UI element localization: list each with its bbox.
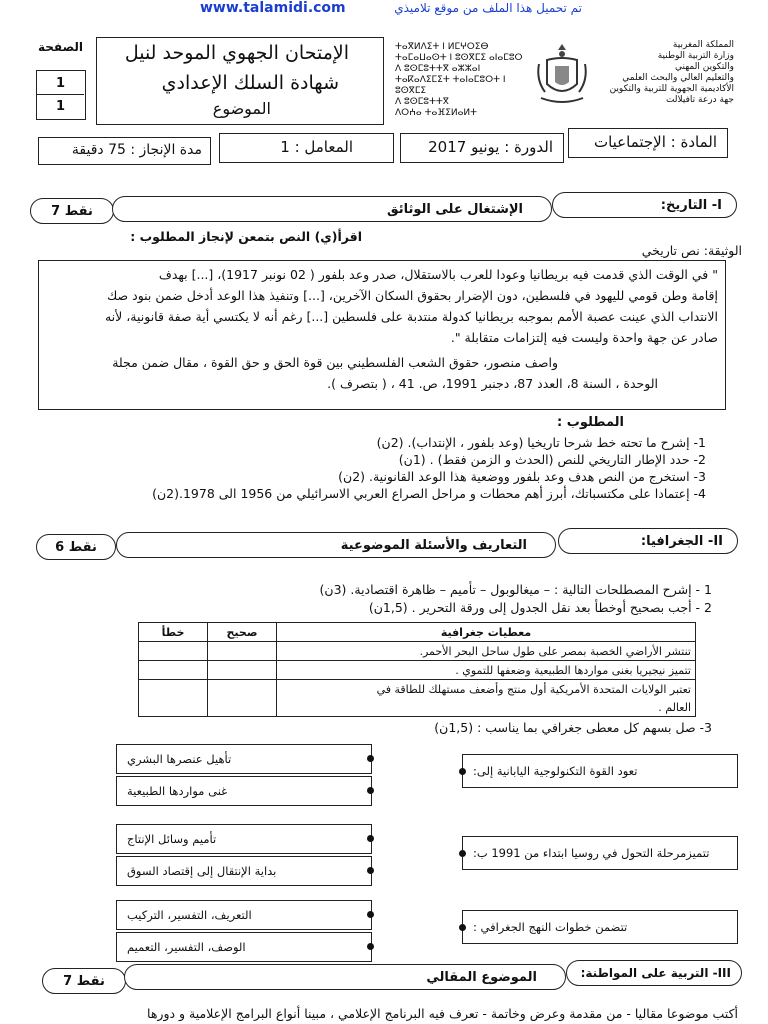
table-cell-false[interactable] (139, 642, 208, 661)
match-dot[interactable] (367, 787, 374, 794)
match-right-box[interactable] (462, 754, 738, 788)
match-right-box[interactable] (462, 836, 738, 870)
match-dot[interactable] (367, 755, 374, 762)
geography-q3: 3- صل بسهم كل معطى جغرافي بما يناسب : (1,5ن) (434, 720, 712, 735)
match-dot[interactable] (367, 943, 374, 950)
session-box (400, 133, 564, 163)
geography-q2: 2 - أجب بصحيح أوخطأ بعد نقل الجدول إلى ورقة التحرير . (1,5ن) (368, 600, 712, 615)
history-questions (110, 434, 706, 502)
match-dot[interactable] (367, 867, 374, 874)
page-number-box (36, 70, 86, 120)
document-line: صادر عن جهة واحدة وليست فيه إلتزامات متقابلة ". (450, 330, 718, 345)
amazigh-ministry-text (395, 42, 525, 119)
coefficient-box (219, 133, 394, 163)
match-left-box[interactable] (116, 824, 372, 854)
website-url[interactable]: www.talamidi.com (200, 0, 346, 16)
history-label-text: I- التاريخ: (660, 197, 722, 213)
history-points-text: 7 نقط (51, 203, 93, 219)
match-left-text: التعريف، التفسير، التركيب (127, 908, 252, 922)
ministry-line: والتكوين المهني (675, 62, 734, 72)
history-question: 4- إعتمادا على مكتسباتك، أبرز أهم محطات و مراحل الصراع العربي الاسرائيلي من 1956 الى 1978.(2ن) (152, 486, 706, 501)
match-dot[interactable] (459, 850, 466, 857)
document-label: الوثيقة: نص تاريخي (641, 243, 742, 258)
table-cell-false[interactable] (139, 680, 208, 717)
table-row (139, 661, 696, 680)
match-dot[interactable] (459, 768, 466, 775)
subject-box (568, 128, 728, 158)
duration-box (38, 137, 211, 165)
amazigh-line: ⴷ ⵓⵙⵎⵓⵜⵜⴳ (395, 97, 449, 107)
citizenship-label (566, 960, 742, 986)
table-row (139, 642, 696, 661)
history-label (552, 192, 737, 218)
citizenship-text: أكتب موضوعا مقاليا - من مقدمة وعرض وخاتمة - تعرف فيه البرنامج الإعلامي ، مبينا أنواع البرامج الإعلامية و دورها (147, 1006, 738, 1021)
history-question: 3- استخرج من النص هدف وعد بلفور ووضعية هذا الوعد القانونية. (2ن) (338, 469, 706, 484)
citizenship-title-text: الموضوع المقالي (426, 969, 537, 985)
ministry-line: والتعليم العالي والبحث العلمي (622, 73, 734, 83)
citizenship-title (124, 964, 566, 990)
true-false-table (138, 622, 696, 717)
match-left-text: الوصف، التفسير، التعميم (127, 940, 246, 954)
match-left-box[interactable] (116, 856, 372, 886)
geography-title (116, 532, 556, 558)
table-cell-statement: تتميز نيجيريا بغنى مواردها الطبيعية وضعفها للتموي . (277, 661, 696, 680)
exam-title-box (96, 37, 384, 125)
table-cell-true[interactable] (208, 680, 277, 717)
match-right-box[interactable] (462, 910, 738, 944)
table-header-false: خطأ (139, 623, 208, 642)
exam-title-line-3: الموضوع (212, 99, 271, 118)
ministry-line: وزارة التربية الوطنية (657, 51, 734, 61)
table-row (139, 680, 696, 699)
document-source-line: واصف منصور، حقوق الشعب الفلسطيني بين قوة الحق و حق القوة ، مقال ضمن مجلة (112, 355, 558, 370)
amazigh-line: ⴷⵔⵄⴰ ⵜⴰⴼⵉⵍⴰⵍⵜ (395, 108, 478, 118)
ministry-line: المملكة المغربية (672, 40, 734, 50)
table-header-data: معطيات جغرافية (277, 623, 696, 642)
table-cell-true[interactable] (208, 642, 277, 661)
document-line: إقامة وطن قومي لليهود في فلسطين، دون الإضرار بحقوق السكان الآخرين، [...] وتنفيذ هذا الوعد أدخل ضمن بنود صك (107, 288, 718, 303)
match-right-text: تتضمن خطوات النهج الجغرافي : (473, 920, 628, 934)
match-dot[interactable] (367, 835, 374, 842)
geography-label (558, 528, 738, 554)
citizenship-points (42, 968, 126, 994)
match-right-text: تتميزمرحلة التحول في روسيا ابتداء من 1991 ب: (473, 846, 710, 860)
exam-title-line-1: الإمتحان الجهوي الموحد لنيل (124, 42, 349, 64)
citizenship-points-text: 7 نقط (63, 973, 105, 989)
exam-title-line-2: شهادة السلك الإعدادي (161, 72, 339, 94)
history-question: 1- إشرح ما تحته خط شرحا تاريخيا (وعد بلفور ، الإنتداب). (2ن) (376, 435, 706, 450)
geography-title-text: التعاريف والأسئلة الموضوعية (340, 537, 527, 553)
document-line: الانتداب الذي عينت عصبة الأمم بموجبه بريطانيا كدولة منتدبة على فلسطين [...] رغم أنه لا يكتسي أية صفة قانونية، لأنه (104, 309, 718, 324)
amazigh-line: ⵜⴰⴽⴰⴷⵉⵎⵉⵜ ⵜⴰⵏⴰⵎⵓⵔⵜ ⵏ ⵓⵙⴳⵎⵉ (395, 75, 506, 96)
table-cell-statement: تنتشر الأراضي الخصبة بمصر على طول ساحل البحر الأحمر. (277, 642, 696, 661)
match-dot[interactable] (367, 911, 374, 918)
history-points (30, 198, 114, 224)
match-left-text: غنى مواردها الطبيعية (127, 784, 228, 798)
match-left-box[interactable] (116, 932, 372, 962)
match-left-box[interactable] (116, 776, 372, 806)
ministry-text (596, 40, 734, 106)
match-left-text: تأميم وسائل الإنتاج (127, 832, 217, 846)
table-cell-statement: تعتبر الولايات المتحدة الأمريكية أول منتج وأضعف مستهلك للطاقة في (277, 680, 696, 699)
session-text: الدورة : يونيو 2017 (428, 138, 553, 156)
royal-emblem-icon (533, 40, 591, 108)
document-line: " في الوقت الذي قدمت فيه بريطانيا وعودا للعرب بالاستقلال، صدر وعد بلفور ( 02 نونبر 1917)، [...] بهدف (158, 267, 718, 282)
table-cell-false[interactable] (139, 661, 208, 680)
download-note: تم تحميل هذا الملف من موقع تلاميذي (394, 1, 582, 15)
amazigh-line: ⵜⴰⵎⴰⵡⴰⵙⵜ ⵏ ⵓⵙⴳⵎⵉ ⴰⵏⴰⵎⵓⵔ (395, 53, 523, 63)
geography-points-text: 6 نقط (55, 539, 97, 555)
coefficient-text: المعامل : 1 (280, 138, 353, 156)
match-left-box[interactable] (116, 900, 372, 930)
match-right-text: تعود القوة التكنولوجية اليابانية إلى: (473, 764, 638, 778)
ministry-line: الأكاديمية الجهوية للتربية والتكوين (609, 84, 734, 94)
subject-text: المادة : الإجتماعيات (593, 133, 717, 151)
match-dot[interactable] (459, 924, 466, 931)
geography-label-text: II- الجغرافيا: (640, 533, 723, 549)
amazigh-line: ⴷ ⵓⵙⵎⵓⵜⵜⴳ ⴰⵣⵣⴰⵏ (395, 64, 481, 74)
match-left-box[interactable] (116, 744, 372, 774)
duration-text: مدة الإنجاز : 75 دقيقة (71, 142, 202, 158)
geography-q1: 1 - إشرح المصطلحات التالية : – ميغالوبول – تأميم – ظاهرة اقتصادية. (3ن) (319, 582, 712, 597)
geography-points (36, 534, 116, 560)
amazigh-line: ⵜⴰⴳⵍⴷⵉⵜ ⵏ ⵍⵎⵖⵔⵉⴱ (395, 42, 489, 52)
table-cell-true[interactable] (208, 661, 277, 680)
ministry-line: جهة درعة تافيلالت (665, 95, 734, 105)
table-cell-statement: العالم . (277, 698, 696, 717)
table-header-row (139, 623, 696, 642)
history-title-text: الإشتغال على الوثائق (387, 201, 523, 217)
match-left-text: تأهيل عنصرها البشري (127, 752, 232, 766)
history-title (112, 196, 552, 222)
page-label: الصفحة (38, 40, 84, 54)
page-number-current: 1 (56, 76, 66, 91)
required-label: المطلوب : (557, 415, 624, 430)
history-question: 2- حدد الإطار التاريخي للنص (الحدث و الزمن فقط) . (1ن) (398, 452, 706, 467)
table-header-true: صحيح (208, 623, 277, 642)
page-number-total: 1 (56, 99, 66, 114)
history-instruction: اقرأ(ي) النص بتمعن لإنجاز المطلوب : (130, 229, 362, 244)
document-text (46, 264, 718, 394)
document-source-line: الوحدة ، السنة 8، العدد 87، دجنبر 1991، ص. 41 ، ( بتصرف ). (327, 376, 658, 391)
citizenship-label-text: III- التربية على المواطنة: (580, 966, 731, 980)
match-left-text: بداية الإنتقال إلى إقتصاد السوق (127, 864, 277, 878)
